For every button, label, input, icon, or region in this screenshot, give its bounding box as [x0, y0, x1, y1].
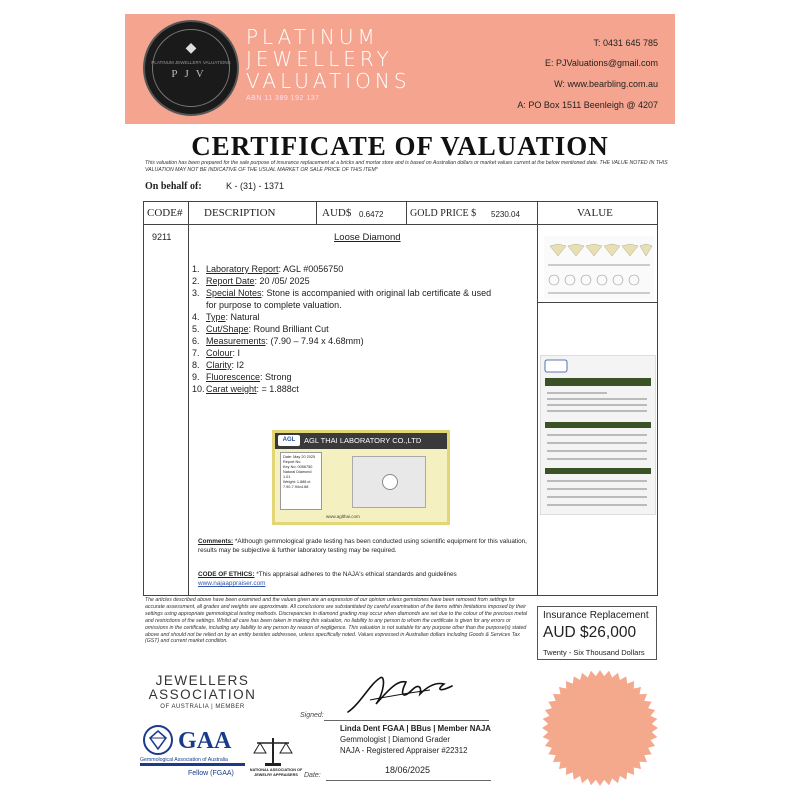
comments-text: *Although gemmological grade testing has been conducted using scientific equipment for this valuation, results may be subjective & further laboratory testing may be required.	[198, 538, 527, 554]
item-number: 8.	[192, 360, 200, 370]
item-label: Type	[206, 312, 226, 322]
item-number: 7.	[192, 348, 200, 358]
brand-line-2: JEWELLERY	[246, 47, 393, 71]
gaa-logo-text: GAA	[178, 728, 232, 754]
item-value: : Strong	[260, 372, 292, 382]
certificate-graphic	[541, 356, 655, 514]
list-item	[192, 384, 299, 395]
signatory-registration: NAJA - Registered Appraiser #22312	[340, 746, 468, 755]
item-label: Clarity	[206, 360, 232, 370]
signature-line	[324, 720, 489, 721]
contact-phone: T: 0431 645 785	[593, 38, 658, 48]
item-title: Loose Diamond	[334, 232, 401, 243]
lab-info-line: 1.01	[283, 475, 291, 479]
lab-name: AGL THAI LABORATORY CO.,LTD	[304, 436, 422, 445]
header-aud-value: 0.6472	[359, 210, 384, 219]
insurance-value: AUD $26,000	[543, 624, 637, 641]
terms-footer-note: The articles described above have been examined and the values given are an expression of our opinion unless gemstones have been removed from settings for accurate assessment, all grades and weights are approximate. All conclusions are substantiated by careful examination of the items within limitations imposed by their settings using appropriate gemmological testing methods. Discrepancies in diamond grading may occur when diamonds are set due to the colour of the precious metal and restrictions of the settings. Whilst all care has been taken in making this valuation, no liability to any person to whom the certificate is given for any errors or omissions in the certificate, including any liability to any person by reason of negligence. This valuation is not suitable for any purpose other than the purpose(s) stated above and should not be relied on by an entity besides addressee, unless specifically noted. Values expressed in Australian dollars including Goods & Services Tax (GST) and current market condition.	[145, 597, 528, 645]
list-item	[192, 348, 240, 359]
item-value: : (7.90 – 7.94 x 4.68mm)	[265, 336, 364, 346]
header-code: CODE#	[147, 207, 183, 219]
item-code: 9211	[152, 232, 172, 242]
diamond-icon: ◆	[185, 39, 197, 55]
item-label: Cut/Shape	[206, 324, 249, 334]
valuation-disclaimer: This valuation has been prepared for the sale purpose of insurance replacement at a bricks and mortar store and is based on Australian dollars or market values current at the below mentioned date. THE VALUE NOTED IN THIS VALUATION MAY NOT BE INDICATIVE OF THE USUAL MARKET OR SALE PRICE OF THIS ITEM*	[145, 160, 668, 173]
ethics-label: CODE OF ETHICS:	[198, 571, 255, 578]
abn-number: ABN 11 389 192 137	[246, 95, 320, 102]
ethics-text: *This appraisal adheres to the NAJA's ethical standards and guidelines	[254, 571, 457, 578]
insurance-value-words: Twenty - Six Thousand Dollars	[543, 648, 645, 657]
item-label: Colour	[206, 348, 233, 358]
item-number: 6.	[192, 336, 200, 346]
agl-logo: AGL	[278, 435, 300, 446]
contact-email: E: PJValuations@gmail.com	[544, 58, 658, 68]
header-description: DESCRIPTION	[204, 207, 276, 219]
signed-label: Signed:	[300, 712, 324, 719]
item-value: : = 1.888ct	[256, 384, 299, 394]
signatory-name: Linda Dent FGAA | BBus | Member NAJA	[340, 724, 491, 733]
lab-info-line: Date: May 20 2025	[283, 455, 316, 459]
gaa-fellow: Fellow (FGAA)	[188, 770, 234, 777]
ja-subtitle: OF AUSTRALIA | MEMBER	[160, 704, 245, 710]
item-number: 2.	[192, 276, 200, 286]
contact-website: W: www.bearbling.com.au	[554, 79, 658, 89]
ja-line: JEWELLERS	[155, 673, 250, 688]
handwritten-signature	[340, 664, 460, 720]
brand-line-1: PLATINUM	[246, 25, 379, 49]
naja-logo-text: NATIONAL ASSOCIATION OF JEWELRY APPRAISERS	[249, 768, 303, 777]
signatory-title: Gemmologist | Diamond Grader	[340, 735, 450, 744]
insurance-label: Insurance Replacement	[543, 610, 649, 621]
contact-address: A: PO Box 1511 Beenleigh @ 4207	[517, 100, 658, 110]
diamond-photo	[382, 474, 398, 490]
logo-letters: PJV	[171, 68, 211, 80]
jewellers-association-logo	[145, 674, 260, 702]
lab-info-line: Natural Diamond	[283, 470, 312, 474]
valuation-date: 18/06/2025	[385, 765, 431, 775]
logo-small-text: PLATINUM JEWELLERY VALUATIONS	[151, 60, 231, 65]
lab-info-line: Report No.	[283, 460, 302, 464]
item-value: : Natural	[225, 312, 260, 322]
gaa-bar	[140, 763, 245, 766]
date-label: Date:	[304, 772, 321, 779]
item-value: for purpose to complete valuation.	[206, 300, 342, 310]
list-item	[192, 276, 310, 287]
header-aud-label: AUD$	[322, 207, 352, 219]
gaa-emblem-icon	[143, 725, 173, 755]
item-value: : AGL #0056750	[278, 264, 344, 274]
item-number: 4.	[192, 312, 200, 322]
grading-scale-graphic	[544, 236, 654, 300]
lab-info-card	[280, 452, 322, 510]
list-item	[192, 336, 364, 347]
item-number: 9.	[192, 372, 200, 382]
column-divider	[188, 202, 189, 595]
column-divider	[406, 202, 407, 224]
scales-icon	[252, 735, 294, 769]
behalf-label: On behalf of:	[145, 181, 202, 192]
column-divider	[316, 202, 317, 224]
lab-certificate-thumbnail	[540, 355, 656, 515]
list-item	[192, 360, 244, 371]
item-number: 5.	[192, 324, 200, 334]
item-value: : I	[232, 348, 241, 358]
behalf-value: K - (31) - 1371	[226, 181, 285, 191]
header-gold-label: GOLD PRICE $	[410, 208, 477, 219]
seal-shape	[542, 670, 658, 786]
company-seal	[536, 664, 664, 792]
list-item	[192, 312, 260, 323]
item-number: 10.	[192, 384, 205, 394]
list-item	[192, 300, 342, 311]
comments-label: Comments:	[198, 538, 234, 545]
lab-info-line: 7.90-7.94x4.68	[283, 485, 309, 489]
item-value: : I2	[231, 360, 245, 370]
list-item	[192, 264, 343, 275]
code-of-ethics	[198, 570, 543, 588]
date-line	[326, 780, 491, 781]
table-header-row	[144, 202, 657, 225]
value-divider	[537, 302, 658, 303]
item-number: 1.	[192, 264, 200, 274]
lab-info-line: Key No: 0056750	[283, 465, 313, 469]
item-value: : Stone is accompanied with original lab certificate & used	[261, 288, 492, 298]
header-gold-value: 5230.04	[491, 210, 520, 219]
list-item	[192, 372, 292, 383]
item-label: Report Date	[206, 276, 255, 286]
certificate-title: CERTIFICATE OF VALUATION	[191, 131, 609, 161]
list-item	[192, 288, 491, 299]
list-item	[192, 324, 329, 335]
brand-line-3: VALUATIONS	[246, 69, 411, 93]
item-number: 3.	[192, 288, 200, 298]
lab-website: www.aglthai.com	[326, 514, 360, 519]
ethics-link[interactable]: www.najaappraiser.com	[198, 580, 266, 587]
lab-info-line: Weight: 1.888 ct	[283, 480, 311, 484]
ja-line: ASSOCIATION	[148, 687, 257, 702]
comments	[198, 537, 543, 555]
item-value: : Round Brilliant Cut	[248, 324, 329, 334]
item-label: Special Notes	[206, 288, 262, 298]
item-label: Fluorescence	[206, 372, 261, 382]
item-label: Measurements	[206, 336, 266, 346]
item-label: Carat weight	[206, 384, 257, 394]
item-label: Laboratory Report	[206, 264, 279, 274]
item-value: : 20 /05/ 2025	[254, 276, 310, 286]
gaa-subtitle: Gemmological Association of Australia	[140, 757, 228, 763]
header-value: VALUE	[577, 207, 613, 219]
